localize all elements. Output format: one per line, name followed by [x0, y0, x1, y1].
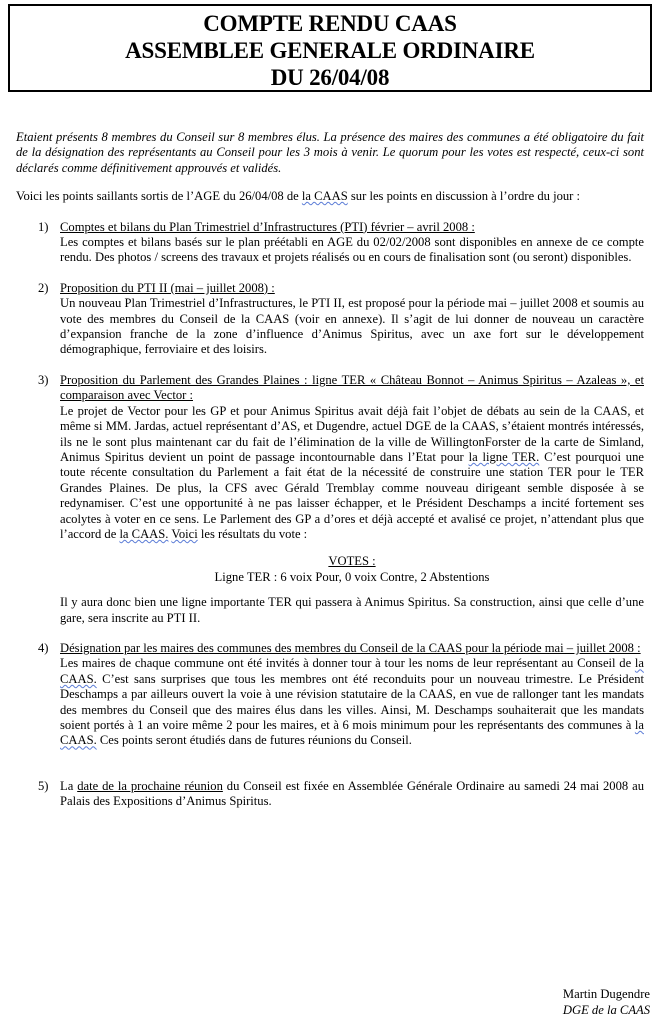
votes-result: Ligne TER : 6 voix Pour, 0 voix Contre, 2 Abstentions	[214, 569, 490, 584]
item-title: Désignation par les maires des communes des membres du Conseil de la CAAS pour la période mai – juillet 2008 :	[60, 640, 641, 655]
agenda-item-1	[16, 220, 644, 266]
agenda-item-5	[16, 779, 644, 810]
signatory-role: DGE de la CAAS	[562, 1003, 650, 1017]
votes-block	[60, 554, 644, 585]
spellcheck-caas: la CAAS.	[119, 526, 169, 541]
title-line-3: DU 26/04/08	[270, 65, 390, 90]
item-number: 4)	[38, 640, 49, 655]
spellcheck-ligne-ter: la ligne TER.	[468, 449, 540, 464]
body-text: C’est pourquoi une toute récente consultation du Parlement a fait état de la nécessité de construire une station TER pour le TER Grandes Plaines. De plus, la CFS avec Gérald Tremblay comme nouveau dirigeant semble disposée à se redynamiser. C’est une opportunité à ne pas laisser échapper, et le Président Deschamps a incité fortement ses acolytes à voter en ce sens. Le Parlement des GP a d’ores et déjà accepté et avalisé ce projet, n’attendant plus que l’accord de	[60, 449, 644, 541]
document-body	[16, 130, 644, 810]
body-text: La	[60, 778, 78, 793]
body-text: C’est sans surprises que tous les membres ont été reconduits pour un nouveau trimestre. Le Président Deschamps a par ailleurs ouvert la voie à une révision statutaire de la CAAS, en vue de rallonger tant les mandats des membres du Conseil que des maires élus dans les villes. Ainsi, M. Deschamps souhaiterait que les mandats soient portés à 1 an voire même 2 pour les maires, et à 6 mois minimum pour les représentants des communes à	[60, 671, 644, 732]
lead-text-after: sur les points en discussion à l’ordre du jour :	[347, 189, 581, 204]
agenda-list	[16, 220, 644, 810]
item-number: 3)	[38, 372, 49, 387]
item-body: Un nouveau Plan Trimestriel d’Infrastructures, le PTI II, est proposé pour la période mai – juillet 2008 et soumis au vote des membres du Conseil de la CAAS (voir en annexe). Il s’agit de lui donner de nouveau un caractère d’expansion franche de la zone d’influence d’Animus Spiritus, avec un axe fort sur le développement démographique, ferroviaire et des loisirs.	[60, 296, 644, 357]
spellcheck-caas: la CAAS.	[60, 718, 644, 748]
report-title-box	[8, 4, 652, 92]
item-number: 1)	[38, 219, 49, 234]
signature-block	[563, 986, 650, 1018]
item-body: Les comptes et bilans basés sur le plan préétabli en AGE du 02/02/2008 sont disponibles en annexe de ce compte rendu. Des photos / screens des travaux et projets réalisés ou en cours de finalisation sont (ou seront) disponibles.	[60, 235, 644, 265]
next-meeting-date-label: date de la prochaine réunion	[77, 778, 223, 793]
title-line-1: COMPTE RENDU CAAS	[203, 11, 457, 36]
agenda-item-3	[16, 373, 644, 626]
body-text: du Conseil est fixée en Assemblée Générale Ordinaire au samedi 24 mai 2008 au Palais des Expositions d’Animus Spiritus.	[60, 778, 644, 809]
signatory-name: Martin Dugendre	[562, 987, 650, 1001]
body-text: Le projet de Vector pour les GP et pour Animus Spiritus avait déjà fait l’objet de débats au sein de la CAAS, et même si MM. Jardas, actuel représentant d’AS, et Dugendre, actuel DGE de la CAAS, s’étaient montrés intéressés, ils ne le sont plus maintenant car du fait de l’élimination de la ville de WillingtonForster de la carte de Simland, Animus Spiritus devient un point de passage incontournable dans l’Etat pour	[60, 403, 644, 464]
item-title: Proposition du PTI II (mai – juillet 2008) :	[60, 280, 275, 295]
spellcheck-caas: la CAAS	[301, 189, 348, 204]
body-text: Ces points seront étudiés dans de futures réunions du Conseil.	[96, 733, 412, 748]
lead-text-before: Voici les points saillants sortis de l’AGE du 26/04/08 de	[16, 189, 302, 204]
attendance-paragraph: Etaient présents 8 membres du Conseil sur 8 membres élus. La présence des maires des communes a été obligatoire du fait de la désignation des représentants au Conseil pour les 3 mois à venir. Le quorum pour les votes est respecté, ceux-ci sont déclarés comme définitivement approuvés et validés.	[16, 130, 644, 175]
item-number: 5)	[38, 778, 49, 793]
lead-paragraph	[16, 189, 644, 204]
votes-heading: VOTES :	[328, 554, 376, 569]
spellcheck-voici: Voici	[171, 526, 198, 541]
item-body	[60, 656, 644, 748]
votes-conclusion: Il y aura donc bien une ligne importante TER qui passera à Animus Spiritus. Sa construction, ainsi que celle d’une gare, sera inscrite au PTI II.	[60, 595, 644, 625]
item-number: 2)	[38, 280, 49, 295]
body-text: Les maires de chaque commune ont été invités à donner tour à tour les noms de leur représentant au Conseil de	[60, 656, 635, 671]
agenda-item-4	[16, 641, 644, 749]
agenda-item-2	[16, 281, 644, 358]
item-body	[60, 779, 644, 810]
spellcheck-caas: la CAAS.	[60, 656, 644, 686]
title-line-2: ASSEMBLEE GENERALE ORDINAIRE	[125, 38, 535, 63]
body-text: les résultats du vote :	[197, 526, 308, 541]
item-title: Comptes et bilans du Plan Trimestriel d’Infrastructures (PTI) février – avril 2008 :	[60, 219, 475, 234]
item-title: Proposition du Parlement des Grandes Plaines : ligne TER « Château Bonnot – Animus Spiritus – Azaleas », et comparaison avec Vector :	[60, 372, 644, 403]
item-body	[60, 404, 644, 543]
